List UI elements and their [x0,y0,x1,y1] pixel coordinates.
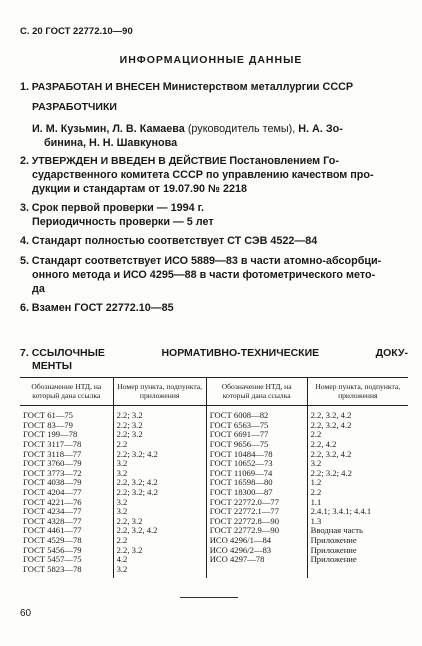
table-cell: ГОСТ 3773—72 [23,467,82,478]
table-cell: ГОСТ 11069—74 [206,469,307,479]
column-header: Номер пункта, подпункта, приложения [113,378,206,406]
developers-line-2 [44,136,408,150]
table-cell: ГОСТ 22772.8—90 [206,517,307,527]
table-cell: ГОСТ 22772.1—77 [206,507,307,517]
footer-rule [180,597,238,598]
item-text: Постановлением Го- [229,155,339,167]
item-7-line-2: МЕНТЫ [32,360,73,372]
table-cell: Вводная часть [307,526,408,536]
item-1 [20,81,408,95]
item-2-line-3: дукции и стандартам от 19.07.90 № 2218 [32,183,248,195]
table-cell: 2.2; 3.2; 4.2 [307,469,408,479]
table-cell: Приложение [307,536,408,546]
item-heading: РАЗРАБОТАН И ВНЕСЕН [31,81,160,93]
table-cell: 2.4.1; 3.4.1; 4.4.1 [307,507,408,517]
table-cell: 2.2; 3.2 [113,406,206,421]
table-cell: ГОСТ 83—79 [23,419,73,430]
table-cell: ГОСТ 4204—77 [23,486,82,497]
table-cell: 2.2; 3.2; 4.2 [113,450,206,460]
table-cell: ГОСТ 3117—78 [23,438,82,449]
page-header: С. 20 ГОСТ 22772.10—90 [20,26,133,37]
item-7-line-1 [20,347,408,360]
table-cell: 2.2 [307,488,408,498]
table-cell: ИСО 4296/2—83 [206,546,307,556]
table-cell: ГОСТ 5456—79 [23,544,82,555]
item-number: 5. [20,255,30,267]
table-cell: ГОСТ 3118—77 [23,448,82,459]
item-2 [20,155,408,169]
item-number: 7. [20,347,29,359]
table-cell: 2.2; 3.2; 4.2 [113,488,206,498]
table-cell: ГОСТ 9656—75 [206,440,307,450]
table-cell: ГОСТ 61—75 [23,410,73,421]
table-row [20,406,408,421]
table-cell: ИСО 4297—78 [206,555,307,565]
item-number: 4. [20,235,30,247]
column-header: Обозначение НТД, на который дана ссылка [206,378,307,406]
item-heading: ССЫЛОЧНЫЕ [31,347,105,359]
item-text: Взамен ГОСТ 22772.10—85 [31,302,174,314]
table-cell: 3.2 [113,469,206,479]
table-cell: ГОСТ 6008—82 [206,406,307,421]
developers-heading: РАЗРАБОТЧИКИ [32,101,117,113]
table-cell: 3.2 [307,459,408,469]
table-cell: 4.2 [113,555,206,565]
item-7-word: НОРМАТИВНО-ТЕХНИЧЕСКИЕ [161,347,320,359]
table-cell: ГОСТ 4234—77 [23,506,82,517]
item-2-line-2: сударственного комитета СССР по управлению качеством про- [32,169,374,181]
table-cell: 2.2, 3.2, 4.2 [307,406,408,421]
table-cell: 2.2, 3.2; 4.2 [113,478,206,488]
table-cell: 2.2 [113,536,206,546]
item-number: 6. [20,302,30,314]
developer-names: И. М. Кузьмин, Л. В. Камаева [32,123,185,135]
table-cell: ГОСТ 6563—75 [206,421,307,431]
item-4 [20,235,408,249]
table-cell: 2.2, 3.2 [113,546,206,556]
table-cell: 3.2 [113,565,206,579]
item-7 [20,347,408,373]
section-title: ИНФОРМАЦИОННЫЕ ДАННЫЕ [119,54,303,66]
table-cell: 2.2, 4.2 [307,440,408,450]
item-3-line-2: Периодичность проверки — 5 лет [32,216,214,228]
item-7-word: ДОКУ- [375,347,408,359]
table-cell: ГОСТ 4529—78 [23,534,82,545]
table-cell: ГОСТ 4221—76 [23,496,82,507]
table-cell: 3.2 [113,498,206,508]
table-cell: 1.2 [307,478,408,488]
table-cell: ГОСТ 5457—75 [23,554,82,565]
table-cell: 2.2, 3.2, 4.2 [307,421,408,431]
item-text: Стандарт полностью соответствует СТ СЭВ 4522—84 [31,235,318,247]
column-header: Обозначение НТД, на который дана ссылка [20,378,113,406]
table-cell: ГОСТ 22772.0—77 [206,498,307,508]
table-cell: 2.2; 3.2 [113,430,206,440]
table-cell: ГОСТ 6691—77 [206,430,307,440]
item-text: Срок первой проверки — 1994 г. [31,202,205,214]
table-cell: ГОСТ 4038—79 [23,477,82,488]
table-cell: 2.2; 3.2 [113,421,206,431]
item-text: Министерством металлургии СССР [162,81,354,93]
table-cell: ГОСТ 3760—79 [23,458,82,469]
table-cell: 3.2 [113,459,206,469]
item-number: 1. [20,81,30,93]
table-cell: ГОСТ 4328—77 [23,515,82,526]
item-6 [20,302,408,316]
item-3 [20,202,408,216]
table-cell: ГОСТ 16598—80 [206,478,307,488]
table-cell [206,565,307,579]
table-cell: ГОСТ 18300—87 [206,488,307,498]
developer-names: бинина, Н. Н. Шавкунова [44,137,178,149]
item-5-line-2: онного метода и ИСО 4295—88 в части фотометрического мето- [32,269,376,281]
item-7-word [20,347,105,360]
references-table [20,377,408,578]
table-cell: 3.2 [113,507,206,517]
item-5 [20,255,408,269]
table-cell: ГОСТ 4461—77 [23,525,82,536]
table-cell: ГОСТ 10652—73 [206,459,307,469]
item-heading: УТВЕРЖДЕН И ВВЕДЕН В ДЕЙСТВИЕ [31,155,227,167]
table-cell: 1.3 [307,517,408,527]
developers-line-1 [32,122,408,136]
table-cell: 2.2, 3.2, 4.2 [307,450,408,460]
table-cell: ГОСТ 22772.9—90 [206,526,307,536]
table-cell: 2.2 [113,440,206,450]
table-row [20,565,408,579]
table-cell: 1.1 [307,498,408,508]
developer-names: Н. А. Зо- [298,123,343,135]
item-text: Стандарт соответствует ИСО 5889—83 в части атомно-абсорбци- [31,255,382,267]
table-cell: Приложение [307,555,408,565]
table-cell [307,565,408,579]
table-cell: ГОСТ 5823—78 [23,563,82,574]
table-cell: ГОСТ 10484—78 [206,450,307,460]
table-cell: Приложение [307,546,408,556]
table-cell: 2.2 [307,430,408,440]
developer-role: (руководитель темы), [187,123,296,135]
table-cell: ГОСТ 199—78 [23,429,78,440]
table-header-row [20,378,408,406]
item-number: 3. [20,202,30,214]
table-body [20,406,408,579]
column-header: Номер пункта, подпункта, приложения [307,378,408,406]
table-cell: ИСО 4296/1—84 [206,536,307,546]
table-cell: 2.2, 3.2, 4.2 [113,526,206,536]
page-number: 60 [20,608,32,619]
item-number: 2. [20,155,30,167]
table-cell: 2.2, 3.2 [113,517,206,527]
item-5-line-3: да [32,283,45,295]
